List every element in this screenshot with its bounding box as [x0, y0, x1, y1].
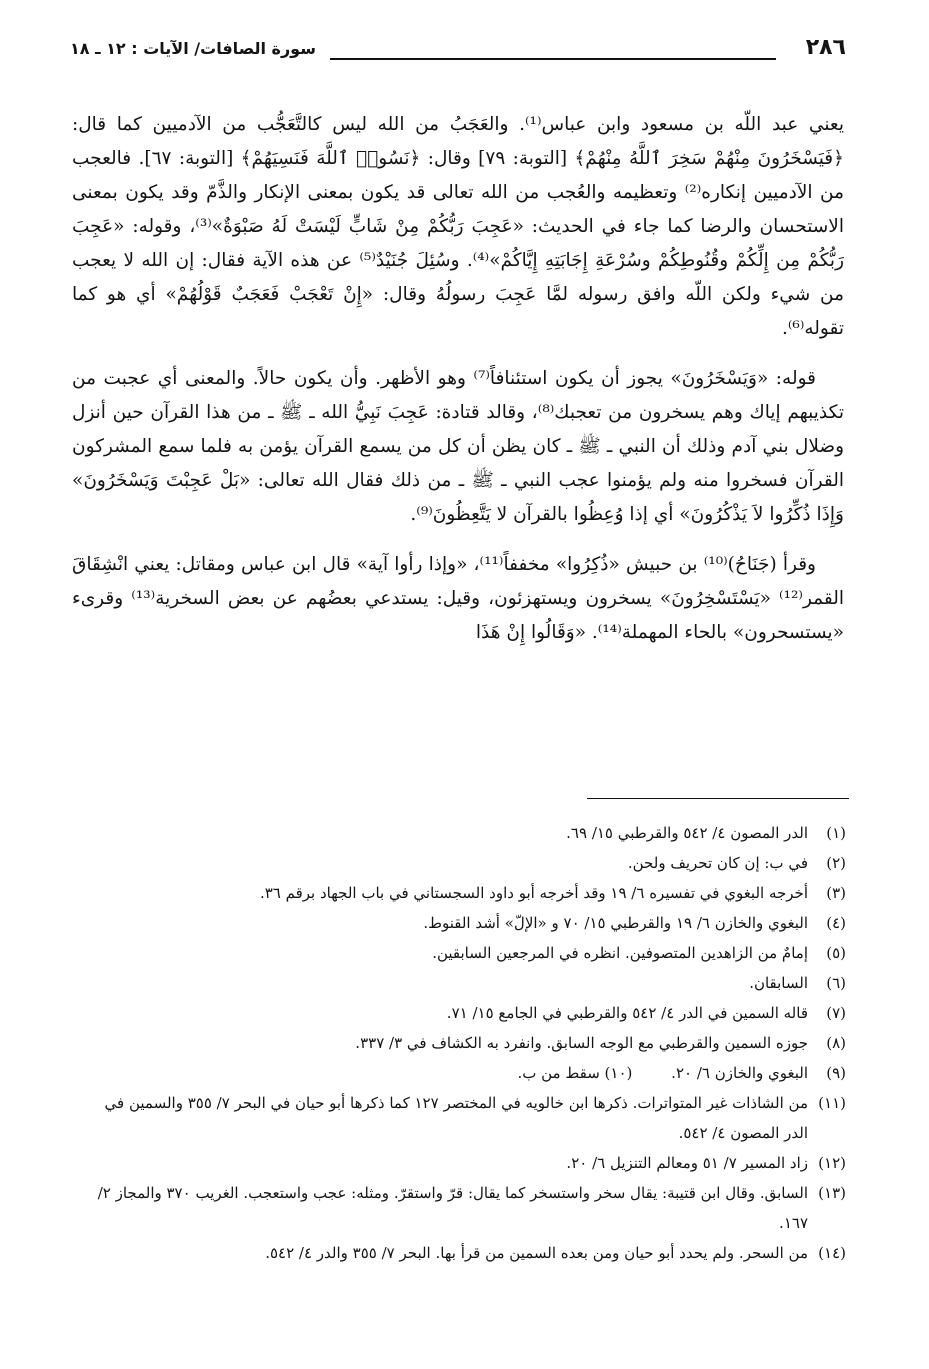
footnote-11	[86, 1088, 846, 1148]
footnote-6	[86, 968, 846, 998]
footnote-2	[86, 848, 846, 878]
footnote-number: (١٢)	[818, 1154, 846, 1172]
footnote-number: (١١)	[818, 1094, 846, 1112]
footnote-14	[86, 1238, 846, 1268]
footnote-text: قاله السمين في الدر ٤/ ٥٤٢ والقرطبي في الجامع ١٥/ ٧١.	[446, 1004, 808, 1022]
paragraph-3: وقرأ (جَنَاحُ)⁽¹⁰⁾ بن حبيش «ذُكِرُوا» مخففاً⁽¹¹⁾، «وإذا رأوا آية» قال ابن عباس ومقاتل: يعني انْشِقَاقَ القمر⁽¹²⁾ «يَسْتَسْخِرُونَ» يسخرون ويستهزئون، وقيل: يستدعي بعضُهم عن بعض السخرية⁽¹³⁾ وقرىء «يستسحرون» بالحاء المهملة⁽¹⁴⁾. «وَقَالُوا إِنْ هَذَا	[72, 554, 845, 643]
footnote-text: البغوي والخازن ٦/ ٢٠.	[671, 1064, 808, 1082]
page-number: ٢٨٦	[805, 35, 846, 60]
footnote-7	[86, 998, 846, 1028]
footnote-text: أخرجه البغوي في تفسيره ٦/ ١٩ وقد أخرجه أبو داود السجستاني في باب الجهاد برقم ٣٦.	[259, 884, 808, 902]
header-rule	[330, 58, 776, 60]
footnotes	[86, 818, 846, 1268]
footnote-text: السابقان.	[749, 974, 808, 992]
footnote-5	[86, 938, 846, 968]
footnote-number: (٧)	[826, 1004, 846, 1022]
footnote-number: (١٤)	[818, 1244, 846, 1262]
footnote-number: (٨)	[826, 1034, 846, 1052]
footnote-8	[86, 1028, 846, 1058]
footnote-text: من الشاذات غير المتواترات. ذكرها ابن خالويه في المختصر ١٢٧ كما ذكرها أبو حيان في البحر ٧/ ٣٥٥ والسمين في الدر المصون ٤/ ٥٤٢.	[104, 1094, 808, 1142]
footnote-number: (٩)	[826, 1064, 846, 1082]
footnote-number: (١٣)	[818, 1184, 846, 1202]
footnote-text: إمامٌ من الزاهدين المتصوفين. انظره في المرجعين السابقين.	[432, 944, 808, 962]
footnote-number: (٢)	[826, 854, 846, 872]
footnote-3	[86, 878, 846, 908]
footnote-number: (٥)	[826, 944, 846, 962]
main-text	[72, 108, 844, 666]
footnote-text-group	[86, 1058, 808, 1088]
footnote-13	[86, 1178, 846, 1238]
footnote-text: البغوي والخازن ٦/ ١٩ والقرطبي ١٥/ ٧٠ و «الإلّ» أشد القنوط.	[423, 914, 808, 932]
footnote-number: (٤)	[826, 914, 846, 932]
footnote-number: (١٠)	[604, 1064, 633, 1082]
footnote-1	[86, 818, 846, 848]
footnote-separator	[587, 798, 849, 799]
footnote-text: زاد المسير ٧/ ٥١ ومعالم التنزيل ٦/ ٢٠.	[566, 1154, 808, 1172]
footnote-text: الدر المصون ٤/ ٥٤٢ والقرطبي ١٥/ ٦٩.	[566, 824, 808, 842]
footnote-10	[517, 1058, 632, 1088]
footnote-text: في ب: إن كان تحريف ولحن.	[627, 854, 808, 872]
footnote-number: (٣)	[826, 884, 846, 902]
footnote-text: السابق. وقال ابن قتيبة: يقال سخر واستسخر كما يقال: قرّ واستقرّ. ومثله: عجب واستعجب. الغريب ٣٧٠ والمجاز ٢/ ١٦٧.	[97, 1184, 808, 1232]
footnote-9	[86, 1058, 846, 1088]
footnote-12	[86, 1148, 846, 1178]
running-title: سورة الصافات/ الآيات : ١٢ ـ ١٨	[70, 39, 316, 58]
footnote-number: (٦)	[826, 974, 846, 992]
footnote-text: من السحر. ولم يحدد أبو حيان ومن بعده السمين من قرأ بها. البحر ٧/ ٣٥٥ والدر ٤/ ٥٤٢.	[265, 1244, 808, 1262]
footnote-4	[86, 908, 846, 938]
footnote-text: جوزه السمين والقرطبي مع الوجه السابق. وانفرد به الكشاف في ٣/ ٣٣٧.	[355, 1034, 808, 1052]
paragraph-1: يعني عبد اللّه بن مسعود وابن عباس⁽¹⁾. والعَجَبُ من الله ليس كالتَّعَجُّب من الآدميين كما قال: ﴿فَيَسْخَرُونَ مِنْهُمْ سَخِرَ ٱللَّهُ مِنْهُمْ﴾ [التوبة: ٧٩] وقال: ﴿نَسُوا۟ ٱللَّهَ فَنَسِيَهُمْ﴾ [التوبة: ٦٧]. فالعجب من الآدميين إنكاره⁽²⁾ وتعظيمه والعُجب من الله تعالى قد يكون بمعنى الإنكار والذَّمّ وقد يكون بمعنى الاستحسان والرضا كما جاء في الحديث: «عَجِبَ رَبُّكُمْ مِنْ شَابٍّ لَيْسَتْ لَهُ صَبْوَةٌ»⁽³⁾، وقوله: «عَجِبَ رَبُّكُمْ مِن إِلِّكُمْ وقُنُوطِكُمْ وسُرْعَةِ إِجَابَتِهِ إِيَّاكُمْ»⁽⁴⁾. وسُئِلَ جُنَيْدٌ⁽⁵⁾ عن هذه الآية فقال: إن الله لا يعجب من شيء ولكن اللّه وافق رسوله لمَّا عَجِبَ رسولُهُ وقال: «إِنْ تَعْجَبْ فَعَجَبٌ قَوْلُهُمْ» أي هو كما تقوله⁽⁶⁾.	[72, 114, 845, 339]
footnote-number: (١)	[826, 824, 846, 842]
footnote-text: سقط من ب.	[517, 1064, 600, 1082]
page-header	[70, 34, 846, 74]
paragraph-2: قوله: «وَيَسْخَرُونَ» يجوز أن يكون استئنافاً⁽⁷⁾ وهو الأظهر. وأن يكون حالاً. والمعنى أي عجبت من تكذيبهم إياك وهم يسخرون من تعجبك⁽⁸⁾، وقالد قتادة: عَجِبَ نَبِيُّ الله ـ ﷺ ـ من هذا القرآن حين أنزل وضلال بني آدم وذلك أن النبي ـ ﷺ ـ كان يظن أن كل من يسمع القرآن يؤمن به فلما سمع المشركون القرآن فسخروا منه ولم يؤمنوا عجب النبي ـ ﷺ ـ من ذلك فقال الله تعالى: «بَلْ عَجِبْتَ وَيَسْخَرُونَ» وَإِذَا ذُكِّرُوا لاَ يَذْكُرُونَ» أي إذا وُعِظُوا بالقرآن لا يَتَّعِظُونَ⁽⁹⁾.	[72, 368, 844, 525]
